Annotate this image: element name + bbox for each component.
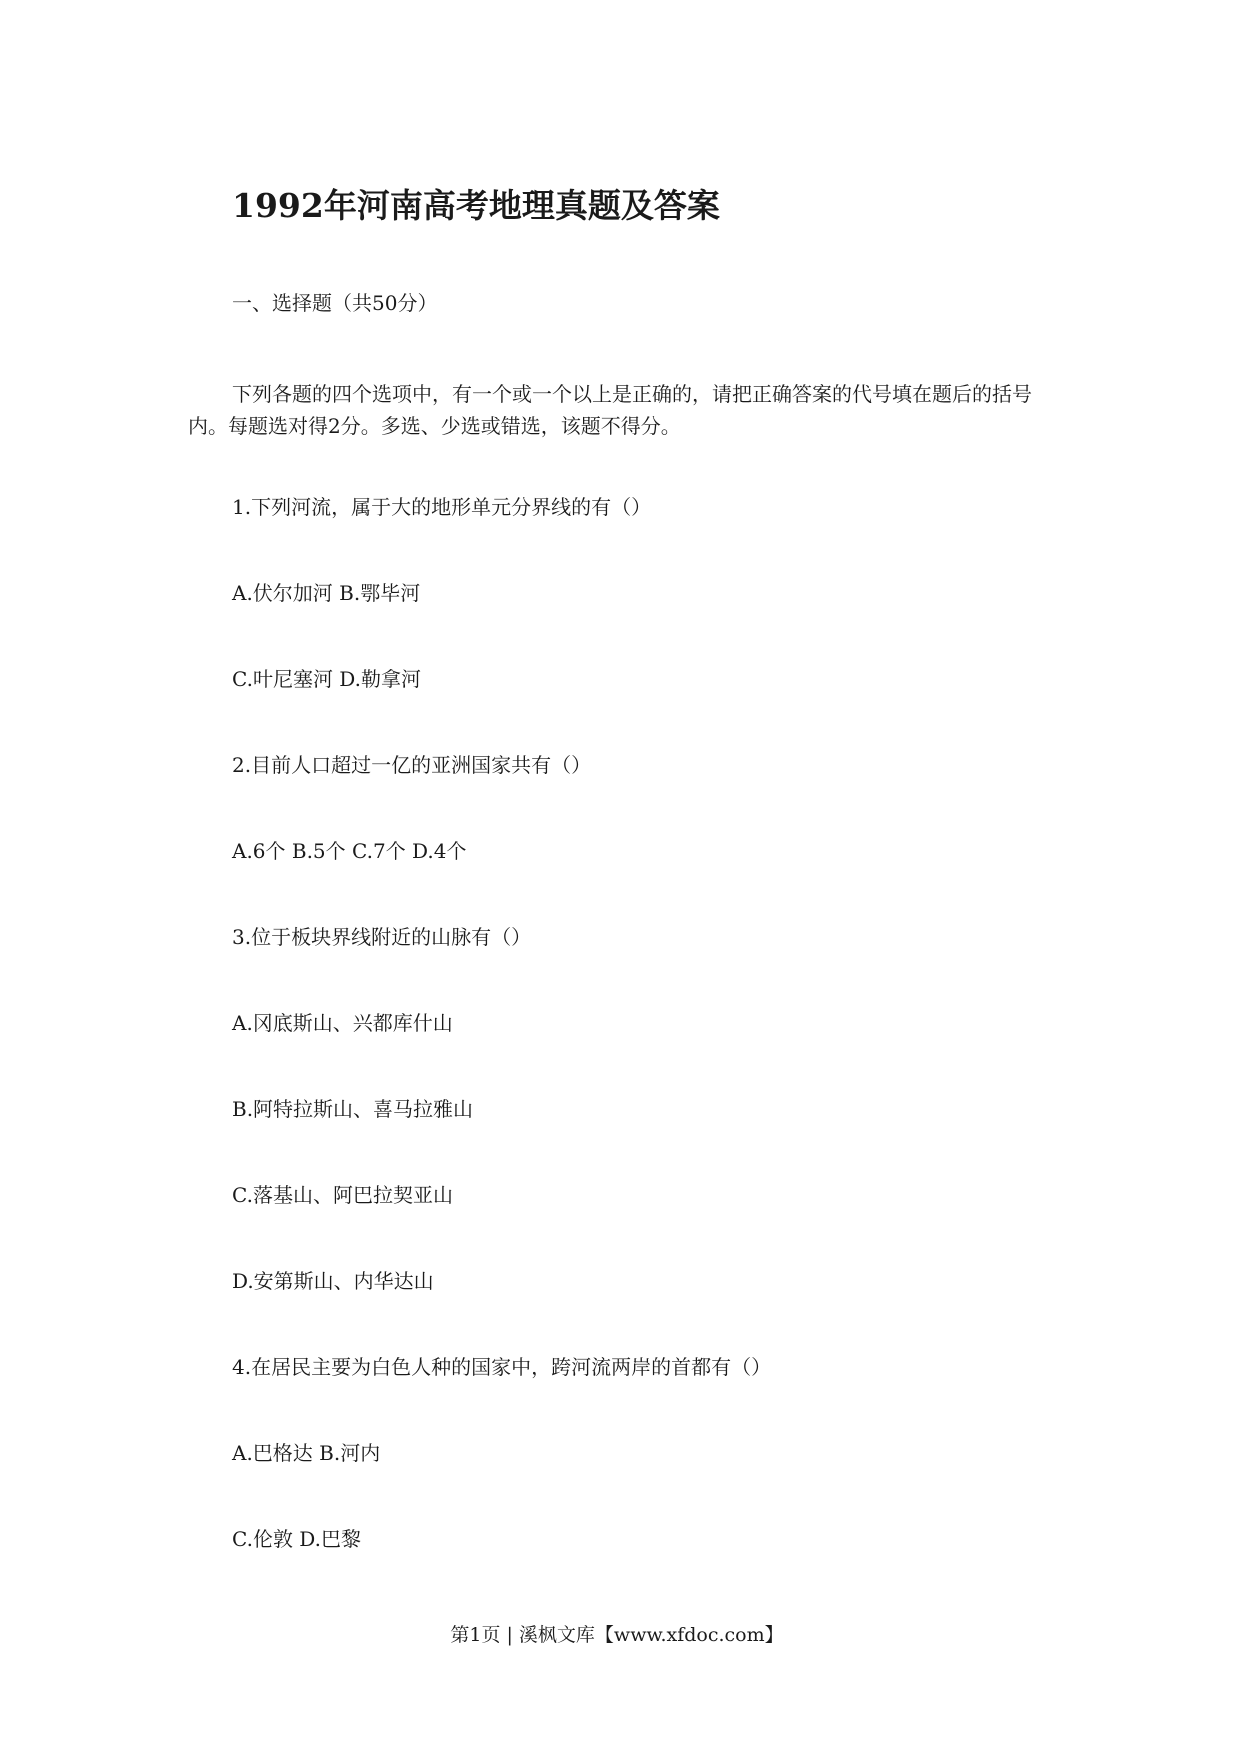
question-3-stem: 3.位于板块界线附近的山脉有（） bbox=[232, 925, 532, 949]
question-2-options-line-1: A.6个 B.5个 C.7个 D.4个 bbox=[232, 839, 467, 863]
question-1-options-line-1: A.伏尔加河 B.鄂毕河 bbox=[232, 581, 421, 605]
question-3-option-c: C.落基山、阿巴拉契亚山 bbox=[232, 1183, 453, 1207]
question-4-stem: 4.在居民主要为白色人种的国家中，跨河流两岸的首都有（） bbox=[232, 1355, 772, 1379]
instructions-paragraph: 下列各题的四个选项中，有一个或一个以上是正确的，请把正确答案的代号填在题后的括号内。每题选对得2分。多选、少选或错选，该题不得分。 bbox=[188, 382, 1032, 438]
question-3-option-a: A.冈底斯山、兴都库什山 bbox=[232, 1011, 453, 1035]
document-title: 1992年河南高考地理真题及答案 bbox=[232, 186, 720, 225]
question-2-stem: 2.目前人口超过一亿的亚洲国家共有（） bbox=[232, 753, 592, 777]
question-1-stem: 1.下列河流，属于大的地形单元分界线的有（） bbox=[232, 495, 652, 519]
section-heading: 一、选择题（共50分） bbox=[232, 291, 438, 315]
page-footer: 第1页 | 溪枫文库【www.xfdoc.com】 bbox=[450, 1624, 784, 1646]
question-3-option-d: D.安第斯山、内华达山 bbox=[232, 1269, 434, 1293]
question-4-options-line-2: C.伦敦 D.巴黎 bbox=[232, 1527, 361, 1551]
question-4-options-line-1: A.巴格达 B.河内 bbox=[232, 1441, 381, 1465]
question-1-options-line-2: C.叶尼塞河 D.勒拿河 bbox=[232, 667, 421, 691]
question-3-option-b: B.阿特拉斯山、喜马拉雅山 bbox=[232, 1097, 474, 1121]
